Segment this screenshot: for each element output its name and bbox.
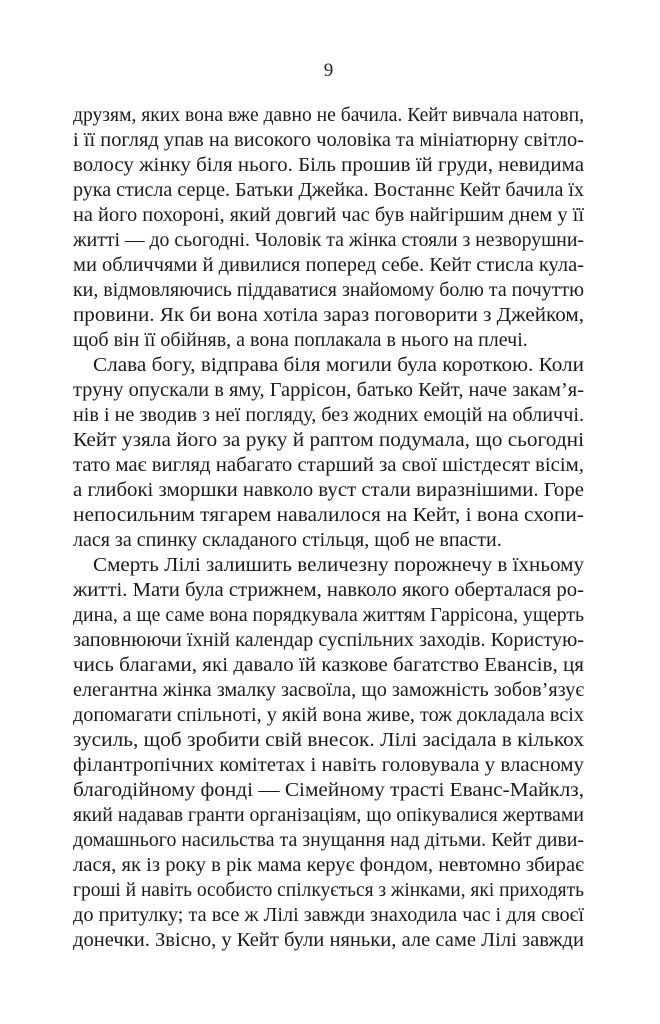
text-line [93, 353, 584, 378]
text-line-content: труну опускали в яму, Гаррісон, батько Кейт, наче закам’я- [73, 379, 584, 401]
paragraph [73, 553, 584, 953]
text-line-content: лася за спинку складаного стільця, щоб не впасти. [73, 529, 502, 551]
text-line-content: філантропічних комітетах і навіть головувала у власному [73, 754, 584, 776]
text-line [73, 228, 584, 253]
text-line-content: непосильним тягарем навалилося на Кейт, і вона схопи- [73, 504, 584, 526]
text-line [73, 628, 584, 653]
text-line [73, 678, 584, 703]
text-line-content: житті — до сьогодні. Чоловік та жінка стояли з незворушни- [73, 229, 584, 251]
text-line-content: провини. Як би вона хотіла зараз поговорити з Джейком, [73, 304, 584, 326]
text-line-content: ми обличчями й дивилися поперед себе. Кейт стисла кула- [73, 254, 584, 276]
text-line-content: волосу жінку біля нього. Біль прошив їй груди, невидима [73, 154, 584, 176]
text-line-content: гроші й навіть особисто спілкується з жінками, які приходять [73, 879, 584, 901]
text-line [73, 503, 584, 528]
text-line-content: на його похороні, який довгий час був найгіршим днем у її [73, 204, 584, 226]
text-line [73, 778, 584, 803]
text-line [73, 203, 584, 228]
text-line [73, 878, 584, 903]
text-line-content: домашнього насильства та знущання над дітьми. Кейт диви- [73, 829, 584, 851]
text-line-content: а глибокі зморшки навколо вуст стали виразнішими. Горе [73, 479, 584, 501]
text-line [73, 253, 584, 278]
text-line [73, 803, 584, 828]
text-line-content: елегантна жінка змалку засвоїла, що заможність зобов’язує [73, 679, 584, 701]
text-line-content: до притулку; та все ж Лілі завжди знаходила час і для своєї [73, 904, 584, 926]
text-line [73, 103, 584, 128]
text-line [73, 303, 584, 328]
text-line [73, 578, 584, 603]
text-line-content: дина, а ще саме вона порядкувала життям Гаррісона, ущерть [73, 604, 584, 626]
text-line [73, 753, 584, 778]
text-line-content: тато має вигляд набагато старший за свої шістдесят вісім, [73, 454, 584, 476]
text-line-content: житті. Мати була стрижнем, навколо якого оберталася ро- [73, 579, 584, 601]
text-line [73, 153, 584, 178]
text-line [73, 528, 584, 553]
text-line [73, 403, 584, 428]
text-line [73, 278, 584, 303]
text-line [73, 328, 584, 353]
text-line-content: заповнюючи їхній календар суспільних заходів. Користую- [73, 629, 584, 651]
text-line-content: ки, відмовляючись піддаватися знайомому болю та почуттю [73, 279, 584, 301]
text-line-content: донечки. Звісно, у Кейт були няньки, але саме Лілі завжди [73, 929, 584, 951]
text-line [73, 378, 584, 403]
text-line [93, 553, 584, 578]
text-line-content: друзям, яких вона вже давно не бачила. Кейт вивчала натовп, [73, 104, 584, 126]
text-line-content: Слава богу, відправа біля могили була короткою. Коли [93, 354, 584, 376]
text-line-content: чись благами, які давало їй казкове багатство Евансів, ця [73, 654, 584, 676]
text-line [73, 903, 584, 928]
text-line [73, 178, 584, 203]
text-line-content: і її погляд упав на високого чоловіка та мініатюрну світло- [73, 129, 584, 151]
page-number: 9 [323, 60, 334, 81]
text-line [73, 728, 584, 753]
text-line [73, 428, 584, 453]
body-text [73, 103, 584, 953]
text-line [73, 653, 584, 678]
text-line-content: щоб він її обійняв, а вона поплакала в нього на плечі. [73, 329, 528, 351]
text-line [73, 928, 584, 953]
text-line-content: допомагати спільноті, у якій вона живе, тож докладала всіх [73, 704, 584, 726]
text-line-content: який надавав гранти організаціям, що опікувалися жертвами [73, 804, 584, 826]
text-line [73, 128, 584, 153]
paragraph [73, 103, 584, 353]
text-line [73, 853, 584, 878]
text-line [73, 828, 584, 853]
text-line-content: рука стисла серце. Батьки Джейка. Востаннє Кейт бачила їх [73, 179, 584, 201]
text-line-content: благодійному фонді — Сімейному трасті Еванс-Майклз, [73, 779, 584, 801]
text-line [73, 703, 584, 728]
text-line-content: зусиль, щоб зробити свій внесок. Лілі засідала в кількох [73, 729, 584, 751]
paragraph [73, 353, 584, 553]
text-line-content: Кейт узяла його за руку й раптом подумала, що сьогодні [73, 429, 584, 451]
text-line [73, 603, 584, 628]
text-line-content: нів і не зводив з неї погляду, без жодних емоцій на обличчі. [73, 404, 584, 426]
text-line-content: Смерть Лілі залишить величезну порожнечу в їхньому [93, 554, 584, 576]
text-line [73, 453, 584, 478]
text-line [73, 478, 584, 503]
text-line-content: лася, як із року в рік мама керує фондом, невтомно збирає [73, 854, 584, 876]
